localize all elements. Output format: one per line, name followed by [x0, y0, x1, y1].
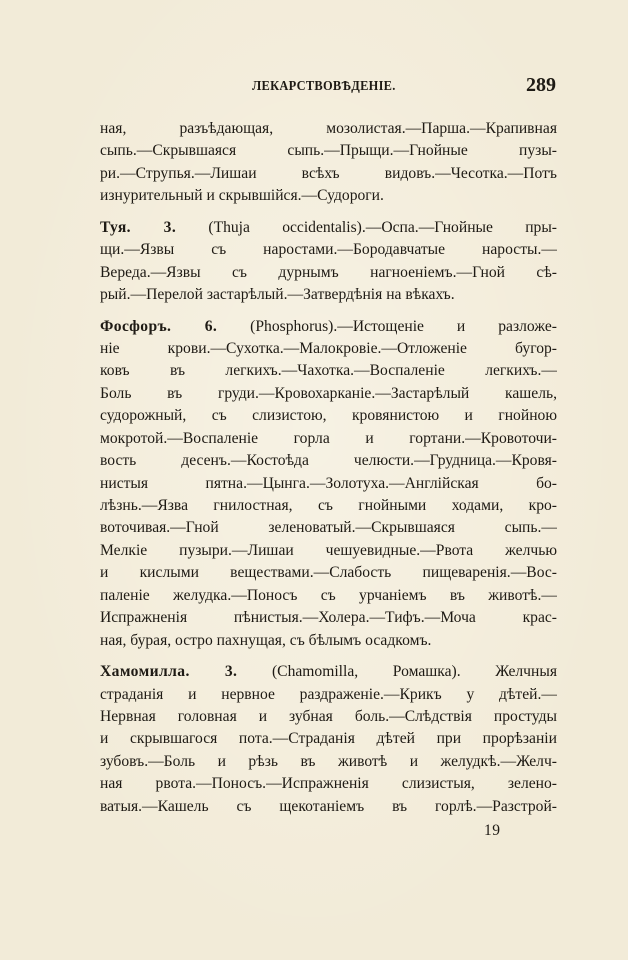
text-line — [100, 217, 557, 239]
text-line: паленіе желудка.—Поносъ съ урчаніемъ въ животѣ.— — [100, 586, 557, 604]
entry-heading-thuja: Туя. 3. — [100, 218, 177, 236]
paragraph-gap — [100, 307, 557, 316]
text-line: рый.—Перелой застарѣлый.—Затвердѣнія на вѣкахъ. — [100, 286, 455, 304]
text-line: Нервная головная и зубная боль.—Слѣдствія простуды — [100, 707, 557, 725]
printer-signature: 19 — [484, 822, 501, 839]
text-line: ная рвота.—Поносъ.—Испражненія слизистыя, зелено- — [100, 775, 557, 793]
text-line — [100, 316, 557, 338]
text-line: ковъ въ легкихъ.—Чахотка.—Воспаленіе легкихъ.— — [100, 362, 557, 380]
text-line: воточивая.—Гной зеленоватый.—Скрывшаяся сыпь.— — [100, 519, 557, 537]
text-line: Вереда.—Язвы съ дурнымъ нагноеніемъ.—Гной сѣ- — [100, 263, 557, 281]
text-fragment: (Phosphorus).—Истощеніе и разложе- — [217, 317, 557, 335]
entry-heading-phosphorus: Фосфоръ. 6. — [100, 317, 218, 335]
text-line: вость десенъ.—Костоѣда челюсти.—Грудница.—Кровя- — [100, 452, 557, 470]
text-line: ная, разъѣдающая, мозолистая.—Парша.—Крапивная — [100, 120, 557, 137]
text-line: ная, бурая, остро пахнущая, съ бѣлымъ осадкомъ. — [100, 631, 432, 649]
body-text — [100, 118, 557, 818]
paragraph-phosphorus — [100, 316, 557, 653]
text-line — [100, 661, 557, 683]
text-line: мокротой.—Воспаленіе горла и гортани.—Кровоточи- — [100, 429, 557, 447]
running-title: ЛЕКАРСТВОВѢДЕНІЕ. — [252, 78, 396, 93]
entry-heading-chamomilla: Хамомилла. 3. — [100, 663, 238, 681]
text-line: судорожный, съ слизистою, кровянистою и гнойною — [100, 407, 557, 425]
text-line: ри.—Струпья.—Лишаи всѣхъ видовъ.—Чесотка.—Потъ — [100, 164, 557, 182]
text-line: страданія и нервное раздраженіе.—Крикъ у дѣтей.— — [100, 685, 557, 703]
text-line: зубовъ.—Боль и рѣзь въ животѣ и желудкѣ.—Желч- — [100, 752, 557, 770]
paragraph-gap — [100, 208, 557, 217]
text-line: Мелкіе пузыри.—Лишаи чешуевидные.—Рвота желчью — [100, 541, 557, 559]
text-fragment: (Thuja occidentalis).—Оспа.—Гнойные пры- — [176, 218, 557, 236]
text-line: и скрывшагося пота.—Страданія дѣтей при прорѣзаніи — [100, 730, 557, 748]
page-number: 289 — [526, 74, 556, 96]
text-fragment: (Chamomilla, Ромашка). Желчныя — [237, 663, 557, 681]
paragraph-gap — [100, 652, 557, 661]
paragraph-thuja — [100, 217, 557, 307]
paragraph-chamomilla — [100, 661, 557, 818]
text-line: щи.—Язвы съ наростами.—Бородавчатые наросты.— — [100, 241, 557, 259]
text-line: нистыя пятна.—Цынга.—Золотуха.—Англійская бо- — [100, 474, 557, 492]
paragraph-continuation — [100, 118, 557, 208]
text-line: Боль въ груди.—Кровохарканіе.—Застарѣлый кашель, — [100, 384, 557, 402]
text-line: и кислыми веществами.—Слабость пищеваренія.—Вос- — [100, 564, 557, 582]
text-line: ватыя.—Кашель съ щекотаніемъ въ горлѣ.—Разстрой- — [100, 797, 557, 815]
text-line: лѣзнь.—Язва гнилостная, съ гнойными ходами, кро- — [100, 497, 557, 514]
page-header — [100, 74, 558, 100]
text-line: изнурительный и скрывшійся.—Судороги. — [100, 187, 384, 205]
text-line: ніе крови.—Сухотка.—Малокровіе.—Отложеніе бугор- — [100, 339, 557, 357]
text-line: сыпь.—Скрывшаяся сыпь.—Прыщи.—Гнойные пузы- — [100, 142, 557, 160]
text-line: Испражненія пѣнистыя.—Холера.—Тифъ.—Моча крас- — [100, 609, 557, 627]
